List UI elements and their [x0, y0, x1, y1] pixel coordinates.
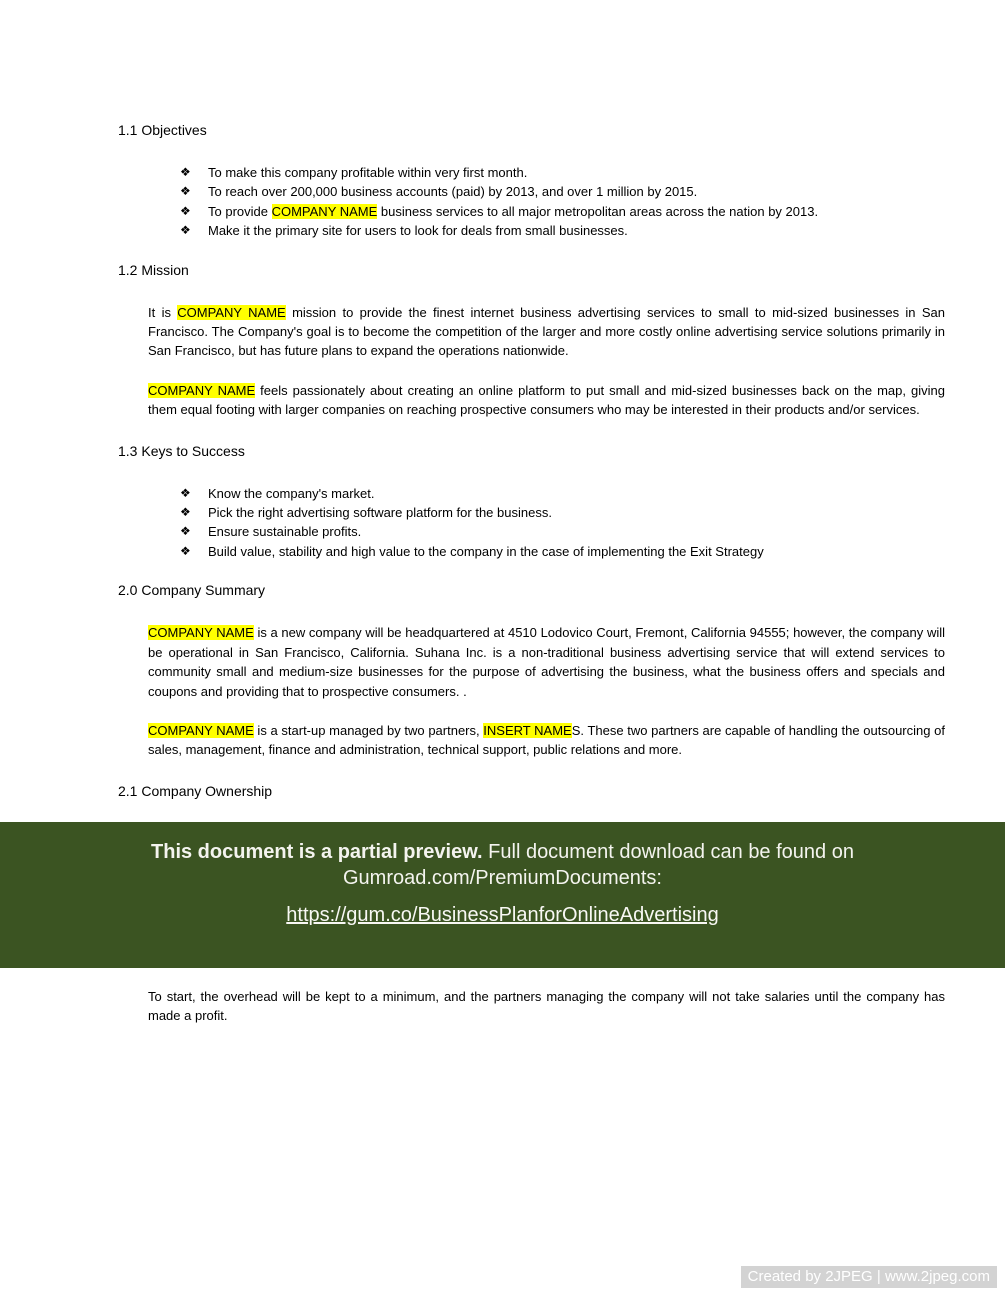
section-heading-keys-to-success: 1.3 Keys to Success — [118, 442, 245, 459]
diamond-bullet-icon: ❖ — [180, 505, 191, 520]
mission-paragraph — [148, 381, 945, 420]
text-segment: Make it the primary site for users to look for deals from small businesses. — [208, 223, 628, 239]
section-heading-company-ownership: 2.1 Company Ownership — [118, 782, 273, 799]
diamond-bullet-icon: ❖ — [180, 184, 191, 199]
text-segment: mission to provide the finest internet business advertising services to small to mid-sized businesses in San Francisco. The Company's goal is to become the competition of the larger and more costly online advertising service solutions primarily in San Francisco, but has future plans to expand the operations nationwide. — [148, 304, 946, 359]
text-segment: is a new company will be headquartered at 4510 Lodovico Court, Fremont, California 94555; however, the company will be operational in San Francisco, California. Suhana Inc. is a non-traditional business advertising service that will extend services to community small and medium-size businesses for the purpose of advertising the business, what the business offers and specials and coupons and providing that to prospective consumers. . — [148, 625, 945, 699]
text-segment: To reach over 200,000 business accounts (paid) by 2013, and over 1 million by 2015. — [208, 184, 698, 200]
text-segment: Ensure sustainable profits. — [208, 524, 362, 540]
highlighted-text: COMPANY NAME — [148, 382, 256, 398]
closing-paragraph — [148, 987, 945, 1026]
list-item — [180, 542, 945, 561]
diamond-bullet-icon: ❖ — [180, 543, 191, 558]
preview-banner — [0, 822, 1005, 968]
list-item-text — [208, 505, 552, 520]
text-segment: is a start-up managed by two partners, — [253, 722, 484, 738]
section-heading-mission: 1.2 Mission — [118, 261, 189, 278]
text-segment: It is — [148, 304, 178, 320]
text-segment: Pick the right advertising software platform for the business. — [208, 505, 552, 521]
objectives-list — [180, 163, 945, 241]
keys-to-success-list — [180, 484, 945, 562]
section-heading-company-summary: 2.0 Company Summary — [118, 582, 266, 599]
list-item — [180, 182, 945, 201]
list-item-text — [208, 486, 375, 501]
banner-link-row — [0, 902, 1005, 928]
text-segment: To provide — [208, 203, 272, 219]
diamond-bullet-icon: ❖ — [180, 223, 191, 238]
diamond-bullet-icon: ❖ — [180, 524, 191, 539]
highlighted-text: COMPANY NAME — [271, 203, 378, 219]
list-item — [180, 522, 945, 541]
text-segment: Know the company's market. — [208, 485, 375, 501]
gumroad-download-link[interactable]: https://gum.co/BusinessPlanforOnlineAdvertising — [286, 903, 719, 926]
watermark-badge: Created by 2JPEG | www.2jpeg.com — [741, 1266, 997, 1288]
text-segment: feels passionately about creating an online platform to put small and mid-sized businesses back on the map, giving them equal footing with larger companies on reaching prospective consumers who may be interested in their products and/or services. — [148, 382, 945, 418]
list-item-text — [208, 524, 361, 539]
diamond-bullet-icon: ❖ — [180, 203, 191, 218]
list-item-text — [208, 544, 764, 559]
text-segment: business services to all major metropolitan areas across the nation by 2013. — [377, 203, 819, 219]
list-item — [180, 484, 945, 503]
banner-bold-text: This document is a partial preview. — [151, 840, 483, 863]
diamond-bullet-icon: ❖ — [180, 485, 191, 500]
list-item-text — [208, 184, 697, 199]
company-summary-paragraph — [148, 623, 945, 701]
highlighted-text: INSERT NAME — [483, 722, 572, 738]
text-segment: To start, the overhead will be kept to a minimum, and the partners managing the company will not take salaries until the company has made a profit. — [148, 988, 945, 1024]
diamond-bullet-icon: ❖ — [180, 165, 191, 179]
mission-paragraph — [148, 303, 945, 361]
list-item-text — [208, 165, 527, 180]
highlighted-text: COMPANY NAME — [177, 304, 286, 320]
banner-regular-text: Full document download can be found on — [488, 840, 854, 863]
list-item-text — [208, 204, 818, 219]
text-segment: S. These two partners are capable of handling the outsourcing of sales, management, finance and administration, technical support, public relations and more. — [148, 722, 945, 758]
text-segment: Build value, stability and high value to the company in the case of implementing the Exit Strategy — [208, 543, 764, 559]
list-item — [180, 202, 945, 221]
banner-text-line-2: Gumroad.com/PremiumDocuments: — [343, 866, 662, 889]
highlighted-text: COMPANY NAME — [148, 722, 254, 738]
text-segment: To make this company profitable within very first month. — [208, 165, 528, 180]
banner-text-line-1 — [0, 839, 1005, 865]
list-item — [180, 163, 945, 182]
company-summary-paragraph — [148, 721, 945, 760]
list-item — [180, 503, 945, 522]
section-heading-objectives: 1.1 Objectives — [118, 122, 207, 138]
highlighted-text: COMPANY NAME — [148, 625, 254, 641]
list-item-text — [208, 223, 628, 238]
list-item — [180, 221, 945, 240]
